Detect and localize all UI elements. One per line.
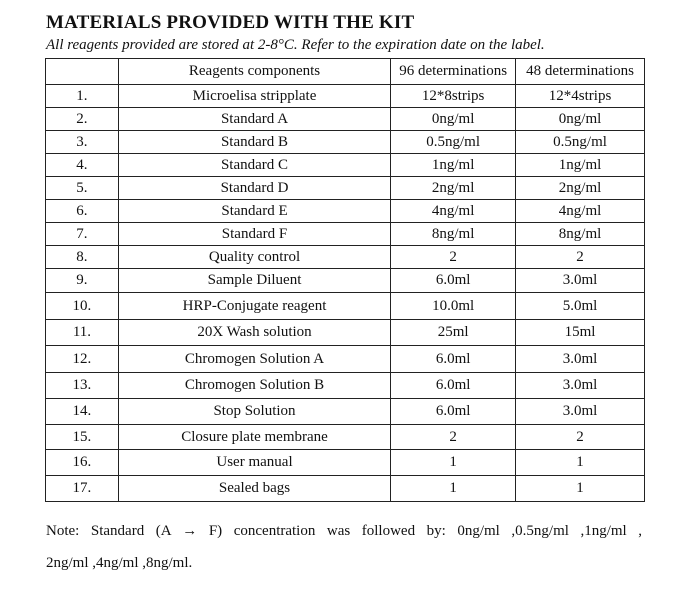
amount-96: 2ng/ml [391,177,516,200]
header-96-determinations: 96 determinations [391,59,516,85]
reagent-name: HRP-Conjugate reagent [118,293,390,320]
amount-96: 4ng/ml [391,200,516,223]
amount-48: 0ng/ml [516,108,645,131]
table-row [46,425,645,450]
amount-48: 8ng/ml [516,223,645,246]
table-row [46,246,645,269]
reagent-name: Chromogen Solution B [118,373,390,399]
table-row [46,373,645,399]
table-row [46,450,645,476]
reagent-name: Standard D [118,177,390,200]
table-row [46,320,645,346]
amount-96: 10.0ml [391,293,516,320]
reagent-name: Standard C [118,154,390,177]
note-line-1: Note: Standard (A → F) concentration was followed by: 0ng/ml ,0.5ng/ml ,1ng/ml , [46,523,642,539]
table-row [46,131,645,154]
row-number: 14. [46,399,119,425]
table-row [46,154,645,177]
row-number: 11. [46,320,119,346]
header-48-determinations: 48 determinations [516,59,645,85]
amount-48: 15ml [516,320,645,346]
amount-96: 12*8strips [391,85,516,108]
amount-48: 3.0ml [516,373,645,399]
note-line-2: 2ng/ml ,4ng/ml ,8ng/ml. [46,555,193,571]
amount-96: 6.0ml [391,269,516,293]
reagent-name: Standard A [118,108,390,131]
row-number: 12. [46,346,119,373]
row-number: 10. [46,293,119,320]
row-number: 8. [46,246,119,269]
row-number: 9. [46,269,119,293]
amount-96: 0ng/ml [391,108,516,131]
row-number: 15. [46,425,119,450]
amount-48: 5.0ml [516,293,645,320]
amount-48: 12*4strips [516,85,645,108]
row-number: 13. [46,373,119,399]
amount-96: 6.0ml [391,373,516,399]
amount-48: 0.5ng/ml [516,131,645,154]
table-row [46,223,645,246]
amount-48: 1 [516,476,645,502]
amount-48: 2ng/ml [516,177,645,200]
reagent-name: 20X Wash solution [118,320,390,346]
reagent-name: Quality control [118,246,390,269]
amount-48: 3.0ml [516,269,645,293]
row-number: 1. [46,85,119,108]
table-header-row [46,59,645,85]
amount-48: 1 [516,450,645,476]
row-number: 17. [46,476,119,502]
table-row [46,269,645,293]
table-row [46,85,645,108]
reagent-name: Standard F [118,223,390,246]
header-number [46,59,119,85]
row-number: 4. [46,154,119,177]
amount-96: 2 [391,246,516,269]
reagent-name: Standard B [118,131,390,154]
amount-96: 1 [391,450,516,476]
row-number: 5. [46,177,119,200]
reagent-name: Chromogen Solution A [118,346,390,373]
table-row [46,346,645,373]
amount-48: 3.0ml [516,346,645,373]
amount-48: 2 [516,246,645,269]
row-number: 16. [46,450,119,476]
amount-96: 1ng/ml [391,154,516,177]
reagent-name: User manual [118,450,390,476]
amount-48: 3.0ml [516,399,645,425]
storage-instructions: All reagents provided are stored at 2-8°C. Refer to the expiration date on the label. [46,37,545,53]
amount-96: 6.0ml [391,346,516,373]
header-reagents: Reagents components [118,59,390,85]
row-number: 3. [46,131,119,154]
amount-48: 2 [516,425,645,450]
table-row [46,476,645,502]
reagent-name: Standard E [118,200,390,223]
table-row [46,399,645,425]
reagent-name: Sample Diluent [118,269,390,293]
reagent-name: Sealed bags [118,476,390,502]
table-row [46,293,645,320]
row-number: 2. [46,108,119,131]
row-number: 6. [46,200,119,223]
amount-96: 8ng/ml [391,223,516,246]
amount-96: 25ml [391,320,516,346]
reagent-name: Closure plate membrane [118,425,390,450]
amount-96: 6.0ml [391,399,516,425]
amount-48: 1ng/ml [516,154,645,177]
page-title: MATERIALS PROVIDED WITH THE KIT [46,12,415,33]
table-row [46,177,645,200]
amount-96: 2 [391,425,516,450]
reagent-name: Microelisa stripplate [118,85,390,108]
amount-96: 0.5ng/ml [391,131,516,154]
table-row [46,200,645,223]
row-number: 7. [46,223,119,246]
amount-96: 1 [391,476,516,502]
reagent-name: Stop Solution [118,399,390,425]
materials-table [45,58,645,502]
amount-48: 4ng/ml [516,200,645,223]
table-row [46,108,645,131]
table-body [46,85,645,502]
